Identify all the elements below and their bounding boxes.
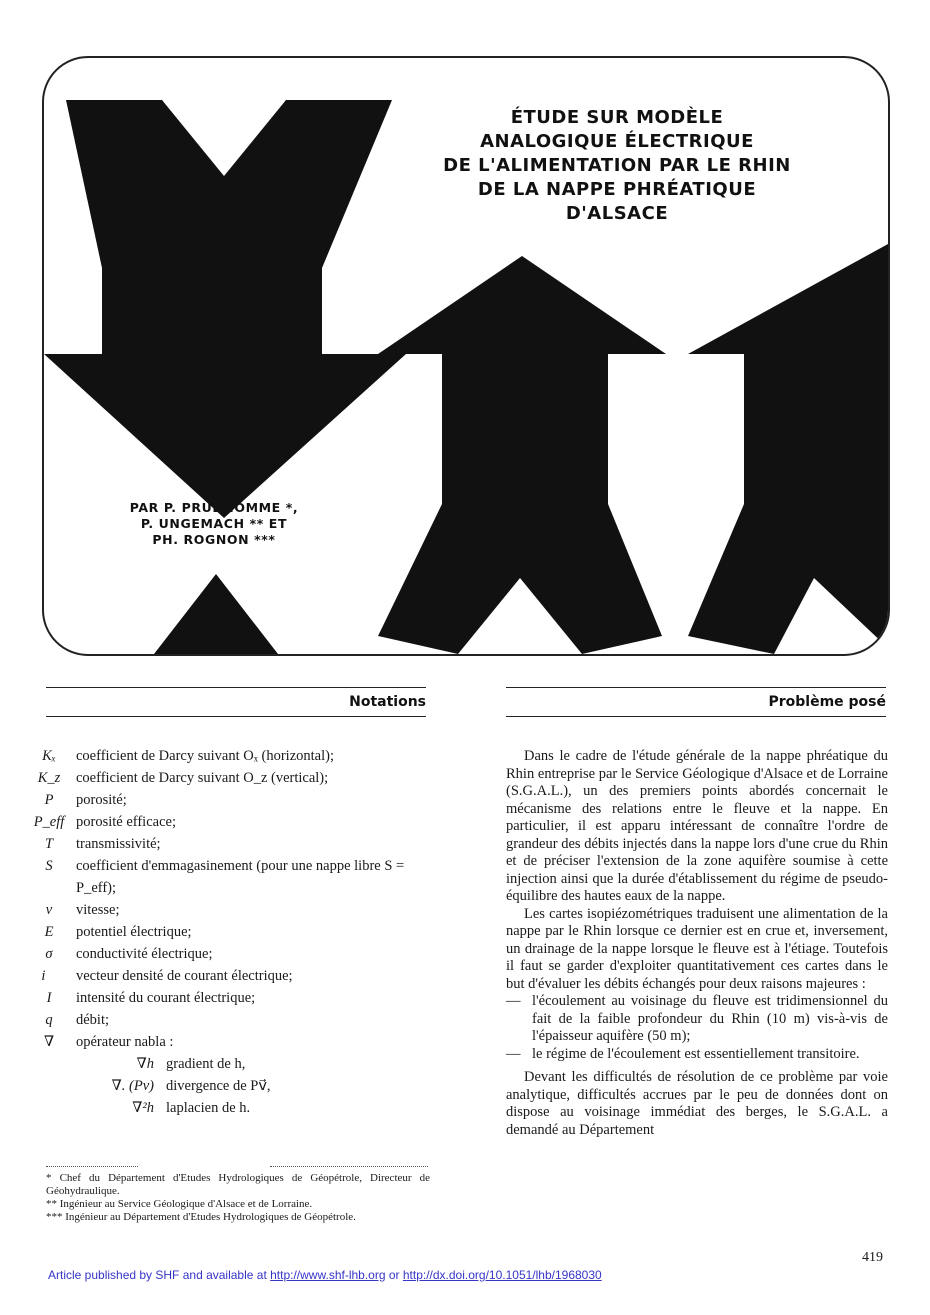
notation-item — [22, 965, 432, 987]
footnote-divider — [46, 1166, 138, 1167]
notation-definition: divergence de Pv⃗, — [166, 1078, 271, 1094]
partial-triangle-shape — [154, 574, 278, 654]
notation-definition: vecteur densité de courant électrique; — [76, 968, 293, 984]
notation-definition: potentiel électrique; — [76, 924, 192, 940]
footnote: * Chef du Département d'Etudes Hydrologiques de Géopétrole, Directeur de Géohydraulique. — [46, 1172, 430, 1197]
up-arrow-shape — [378, 256, 666, 654]
author-line: PH. ROGNON *** — [152, 532, 276, 547]
notation-item — [22, 1009, 432, 1031]
bullet-item: — le régime de l'écoulement est essentiellement transitoire. — [506, 1046, 888, 1064]
notation-item — [22, 767, 432, 789]
notations-list — [22, 745, 432, 1119]
notation-item — [22, 811, 432, 833]
notation-definition: porosité efficace; — [76, 814, 176, 830]
notation-definition: coefficient de Darcy suivant O_z (vertical); — [76, 770, 329, 786]
title-line: ANALOGIQUE ÉLECTRIQUE — [480, 131, 754, 152]
notation-symbol: K_z — [37, 770, 61, 786]
notation-symbol: I — [46, 990, 52, 1006]
notation-symbol: ∇ — [43, 1034, 55, 1050]
page-number: 419 — [862, 1250, 883, 1265]
notation-subitem — [72, 1053, 432, 1075]
notation-definition: opérateur nabla : — [76, 1034, 174, 1050]
notation-definition: coefficient d'emmagasinement (pour une nappe libre S = P_eff); — [76, 858, 405, 896]
notation-definition: coefficient de Darcy suivant Oₓ (horizontal); — [76, 748, 334, 764]
bullet-list — [506, 993, 888, 1063]
title-line: DE L'ALIMENTATION PAR LE RHIN — [443, 155, 791, 176]
footnote: *** Ingénieur au Département d'Etudes Hydrologiques de Géopétrole. — [46, 1211, 356, 1223]
notation-definition: vitesse; — [76, 902, 120, 918]
bullet-item: — l'écoulement au voisinage du fleuve est tridimensionnel du fait de la faible profondeur du Rhin (10 m) vis-à-vis de l'épaisseur aquifère (50 m); — [506, 993, 888, 1046]
title-line: DE LA NAPPE PHRÉATIQUE — [477, 179, 757, 200]
notation-symbol: ∇²h — [132, 1100, 154, 1116]
probleme-body — [506, 748, 888, 1139]
probleme-heading: Problème posé — [506, 687, 886, 717]
notation-symbol: Kₓ — [42, 748, 56, 764]
title-line: D'ALSACE — [565, 203, 669, 224]
footnote-divider — [270, 1166, 428, 1167]
notation-definition: porosité; — [76, 792, 127, 808]
notation-symbol: ∇. (Pv) — [111, 1078, 154, 1094]
publication-credit — [48, 1268, 602, 1282]
shf-link[interactable]: http://www.shf-lhb.org — [270, 1268, 386, 1282]
down-arrow-shape — [44, 100, 406, 518]
notation-symbol: σ — [45, 946, 53, 962]
notation-definition: gradient de h, — [166, 1056, 246, 1072]
notation-item — [22, 987, 432, 1009]
notation-item — [22, 899, 432, 921]
notation-symbol: v — [45, 902, 53, 918]
notation-item — [22, 1031, 432, 1053]
notation-subitem — [72, 1097, 432, 1119]
doi-link[interactable]: http://dx.doi.org/10.1051/lhb/1968030 — [402, 1268, 602, 1282]
notation-symbol: S — [45, 858, 53, 874]
notation-definition: intensité du courant électrique; — [76, 990, 256, 1006]
notation-subitem — [72, 1075, 432, 1097]
article-title — [432, 106, 802, 226]
notation-item — [22, 789, 432, 811]
credit-text: Article published by SHF and available at — [48, 1268, 271, 1282]
notation-definition: laplacien de h. — [166, 1100, 251, 1116]
notation-symbol: T — [44, 836, 54, 852]
footnotes — [46, 1172, 430, 1224]
notations-heading: Notations — [46, 687, 426, 717]
notation-symbol: ∇h — [136, 1056, 154, 1072]
notation-symbol: E — [44, 924, 54, 940]
paragraph: Les cartes isopiézométriques traduisent une alimentation de la nappe par le Rhin lorsque ce dernier est en crue et, inversement, un drainage de la nappe lorsque le fleuve est à l'étiage. Toutefois il faut se garder d'exploiter quantitativement ces cartes dans le but d'évaluer les débits échangés pour deux raisons majeures : — [506, 905, 888, 992]
paragraph: Devant les difficultés de résolution de ce problème par voie analytique, difficultés accrues par le peu de données dont on dispose au voisinage immédiat des berges, le S.G.A.L. a demandé au Département — [506, 1069, 888, 1138]
notation-item — [22, 833, 432, 855]
notation-symbol: q — [45, 1012, 53, 1028]
notation-definition: débit; — [76, 1012, 110, 1028]
notation-item — [22, 921, 432, 943]
notation-symbol: i⃗ — [41, 968, 57, 984]
cover-frame — [42, 56, 890, 656]
author-line: P. UNGEMACH ** ET — [140, 516, 288, 531]
footnote: ** Ingénieur au Service Géologique d'Alsace et de Lorraine. — [46, 1198, 313, 1210]
credit-text: or — [385, 1268, 403, 1282]
notation-item — [22, 943, 432, 965]
notation-definition: transmissivité; — [76, 836, 161, 852]
notation-item — [22, 745, 432, 767]
paragraph: Dans le cadre de l'étude générale de la nappe phréatique du Rhin entreprise par le Service Géologique d'Alsace et de Lorraine (S.G.A.L.), un des premiers points abordés concernait le mécanisme des relations entre le fleuve et la nappe. En particulier, il est apparu intéressant de connaître l'ordre de grandeur des débits injectés dans la nappe lors d'une crue du Rhin et de préciser l'extension de la zone aquifère soumise à cette injection ainsi que la durée d'établissement du régime de pseudo-équilibre des hautes eaux de la nappe. — [506, 748, 888, 904]
notation-item — [22, 855, 432, 899]
notation-definition: conductivité électrique; — [76, 946, 213, 962]
authors-block — [114, 500, 314, 548]
notation-symbol: P — [44, 792, 54, 808]
title-line: ÉTUDE SUR MODÈLE — [510, 107, 724, 128]
up-arrow-shape-right — [688, 244, 888, 654]
notation-symbol: P_eff — [33, 814, 65, 830]
author-line: PAR P. PRUDHOMME *, — [129, 500, 299, 515]
